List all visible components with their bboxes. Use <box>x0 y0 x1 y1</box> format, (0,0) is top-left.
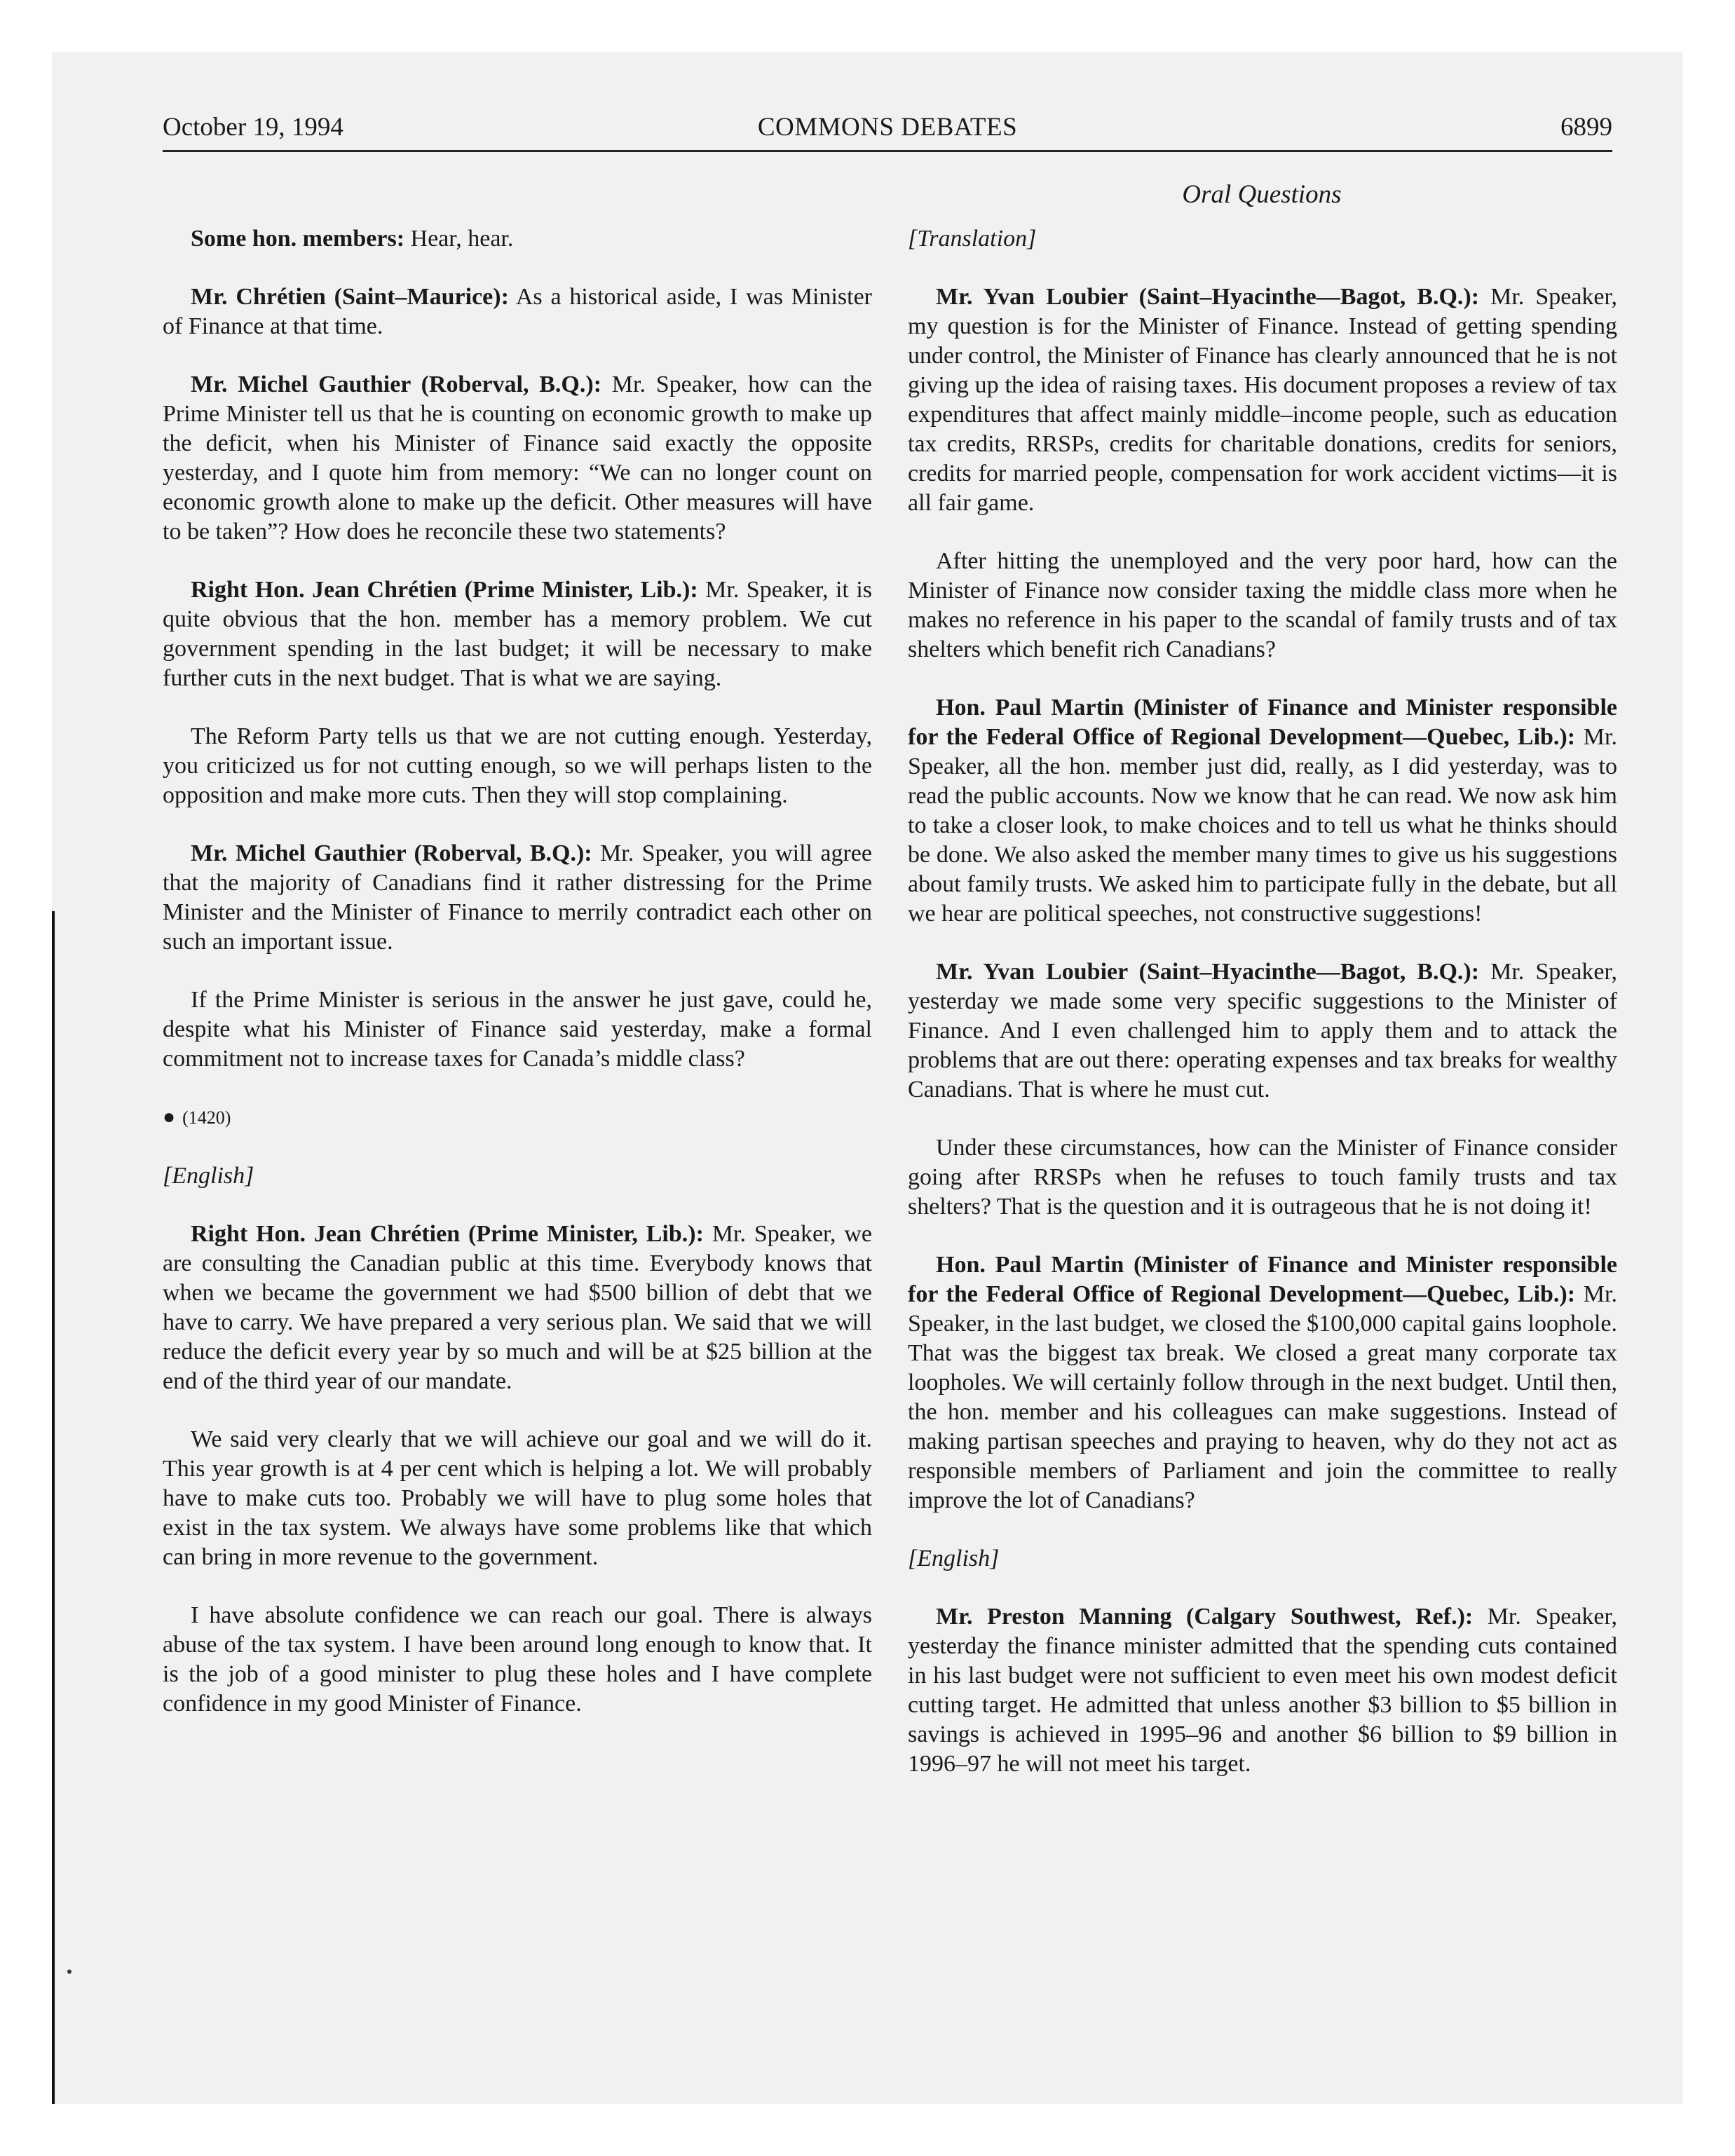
paragraph <box>908 693 1617 929</box>
scan-speck <box>67 1970 72 1974</box>
speaker: Right Hon. Jean Chrétien (Prime Minister, Lib.): <box>191 1221 704 1247</box>
right-column <box>908 224 1617 1808</box>
paragraph-text: If the Prime Minister is serious in the answer he just gave, could he, despite what his Minister of Finance said yesterday, make a formal commitment not to increase taxes for Canada’s middle class? <box>163 987 872 1072</box>
paragraph <box>908 1602 1617 1779</box>
paragraph-text: Mr. Speaker, yesterday we made some very specific suggestions to the Minister of Finance. And I even challenged him to apply them and to attack the problems that are out there: operating expenses and tax breaks for wealthy Canadians. That is where he must cut. <box>908 959 1617 1103</box>
paragraph <box>163 282 872 341</box>
paragraph <box>908 1133 1617 1222</box>
paragraph <box>163 575 872 693</box>
paragraph <box>163 722 872 810</box>
paragraph <box>163 224 872 254</box>
paragraph-text: Under these circumstances, how can the Minister of Finance consider going after RRSPs when he refuses to touch family trusts and tax shelters? That is the question and it is outrageous that he is not doing it! <box>908 1135 1617 1220</box>
speaker: Mr. Michel Gauthier (Roberval, B.Q.): <box>191 371 602 397</box>
left-column <box>163 224 872 1747</box>
paragraph <box>163 839 872 957</box>
header-page-number: 6899 <box>1560 113 1612 142</box>
speaker: Mr. Yvan Loubier (Saint–Hyacinthe—Bagot, B.Q.): <box>936 959 1480 985</box>
paragraph <box>163 1220 872 1396</box>
time-stamp-text: (1420) <box>182 1107 231 1128</box>
speaker: Mr. Michel Gauthier (Roberval, B.Q.): <box>191 840 592 866</box>
paragraph-text: The Reform Party tells us that we are not cutting enough. Yesterday, you criticized us for not cutting enough, so we will perhaps listen to the opposition and make more cuts. Then they will stop complaining. <box>163 723 872 808</box>
paragraph-text: Mr. Speaker, in the last budget, we closed the $100,000 capital gains loophole. That was the biggest tax break. We closed a great many corporate tax loopholes. We will certainly follow through in the next budget. Until then, the hon. member and his colleagues can make suggestions. Instead of making partisan speeches and praying to heaven, why do they not act as responsible members of Parliament and join the committee to really improve the lot of Canadians? <box>908 1281 1617 1513</box>
paragraph-text: Mr. Speaker, we are consulting the Canadian public at this time. Everybody knows that when we became the government we had $500 billion of debt that we have to carry. We have prepared a very serious plan. We said that we will reduce the deficit every year by so much and will be at $25 billion at the end of the third year of our mandate. <box>163 1221 873 1394</box>
speaker: Some hon. members: <box>191 226 405 252</box>
page-header <box>163 107 1612 149</box>
paragraph-text: Mr. Speaker, how can the Prime Minister tell us that he is counting on economic growth to make up the deficit, when his Minister of Finance said exactly the opposite yesterday, and I quote him from memory: “We can no longer count on economic growth alone to make up the deficit. Other measures will have to be taken”? How does he reconcile these two statements? <box>163 371 873 545</box>
bullet-icon: ● <box>163 1105 176 1128</box>
speaker: Hon. Paul Martin (Minister of Finance and Minister responsible for the Federal Office of Regional Development—Quebec, Lib.): <box>908 695 1617 750</box>
paragraph-text: As a historical aside, I was Minister of Finance at that time. <box>163 284 872 339</box>
paragraph <box>908 1250 1617 1515</box>
speaker: Mr. Preston Manning (Calgary Southwest, Ref.): <box>936 1604 1474 1630</box>
language-tag: [Translation] <box>908 226 1037 252</box>
paragraph-text: I have absolute confidence we can reach our goal. There is always abuse of the tax system. I have been around long enough to know that. It is the job of a good minister to plug these holes and I have complete confidence in my good Minister of Finance. <box>163 1602 872 1717</box>
scan-edge-shadow <box>52 911 55 2104</box>
language-tag: [English] <box>908 1546 1000 1571</box>
speaker: Mr. Chrétien (Saint–Maurice): <box>191 284 509 310</box>
header-rule <box>163 150 1612 152</box>
section-label: Oral Questions <box>1182 180 1342 209</box>
speaker: Mr. Yvan Loubier (Saint–Hyacinthe—Bagot, B.Q.): <box>936 284 1480 310</box>
paragraph <box>908 547 1617 664</box>
paragraph-text: We said very clearly that we will achieve our goal and we will do it. This year growth is at 4 per cent which is helping a lot. We will probably have to make cuts too. Probably we will have to plug some holes that exist in the tax system. We always have some problems like that which can bring in more revenue to the government. <box>163 1426 872 1570</box>
paragraph <box>908 282 1617 518</box>
paragraph <box>163 985 872 1074</box>
paragraph <box>163 1425 872 1572</box>
time-stamp <box>163 1103 872 1133</box>
header-title: COMMONS DEBATES <box>757 113 1018 142</box>
paragraph <box>163 1601 872 1719</box>
paragraph <box>163 370 872 547</box>
paragraph-text: Mr. Speaker, yesterday the finance minister admitted that the spending cuts contained in his last budget were not sufficient to even meet his own modest deficit cutting target. He admitted that unless another $3 billion to $5 billion in savings is achieved in 1995–96 and another $6 billion to $9 billion in 1996–97 he will not meet his target. <box>908 1604 1617 1777</box>
paragraph-text: After hitting the unemployed and the very poor hard, how can the Minister of Finance now consider taxing the middle class more when he makes no reference in his paper to the scandal of family trusts and of tax shelters which benefit rich Canadians? <box>908 548 1617 662</box>
paragraph <box>908 957 1617 1105</box>
speaker: Hon. Paul Martin (Minister of Finance and Minister responsible for the Federal Office of Regional Development—Quebec, Lib.): <box>908 1252 1617 1307</box>
paragraph-text: Mr. Speaker, my question is for the Minister of Finance. Instead of getting spending under control, the Minister of Finance has clearly announced that he is not giving up the idea of raising taxes. His document proposes a review of tax expenditures that affect mainly middle–income people, such as education tax credits, RRSPs, credits for charitable donations, credits for seniors, credits for married people, compensation for work accident victims—it is all fair game. <box>908 284 1617 516</box>
language-tag: [English] <box>163 1163 254 1189</box>
speaker: Right Hon. Jean Chrétien (Prime Minister, Lib.): <box>191 577 698 603</box>
paragraph-text: Hear, hear. <box>404 226 514 252</box>
paragraph-text: Mr. Speaker, all the hon. member just did, really, as I did yesterday, was to read the public accounts. Now we know that he can read. We now ask him to take a closer look, to make choices and to tell us what he thinks should be done. We also asked the member many times to give us his suggestions about family trusts. We asked him to participate fully in the debate, but all we hear are political speeches, not constructive suggestions! <box>908 724 1617 927</box>
paragraph-text: Mr. Speaker, you will agree that the majority of Canadians find it rather distressing for the Prime Minister and the Minister of Finance to merrily contradict each other on such an important issue. <box>163 840 872 955</box>
paragraph-text: Mr. Speaker, it is quite obvious that the hon. member has a memory problem. We cut government spending in the last budget; it will be necessary to make further cuts in the next budget. That is what we are saying. <box>163 577 872 691</box>
header-date: October 19, 1994 <box>163 113 343 142</box>
